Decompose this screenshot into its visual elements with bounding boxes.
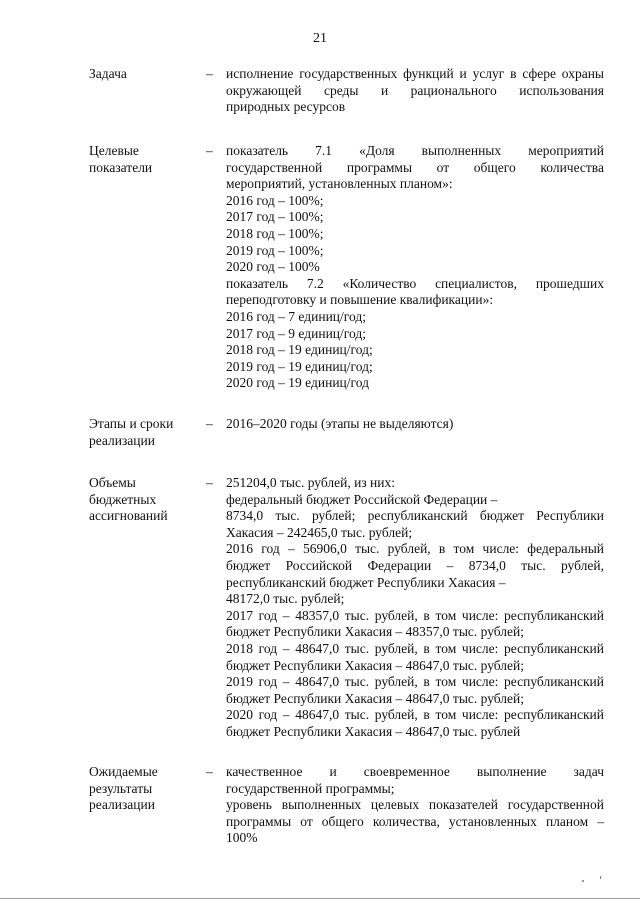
text-line: 100% <box>226 830 258 846</box>
text-line: показатель 7.2 «Количество специалистов, прошедших <box>226 275 604 291</box>
text-line: бюджет Республики Хакасия – 48647,0 тыс. рублей; <box>226 690 525 706</box>
section-targets-label <box>89 143 204 176</box>
text-line: Хакасия – 242465,0 тыс. рублей; <box>226 524 413 540</box>
section-stages-content <box>226 416 604 433</box>
text-line: бюджет Российской Федерации – 8734,0 тыс. рублей, <box>226 557 604 573</box>
label-line: бюджетных <box>89 491 157 507</box>
section-stages-label <box>89 416 204 449</box>
text-line: бюджет Республики Хакасия – 48647,0 тыс. рублей <box>226 723 521 739</box>
section-results-content <box>226 764 604 847</box>
label-line: Целевые <box>89 143 139 158</box>
label-line: Этапы и сроки <box>89 416 174 431</box>
text-line: 2019 год – 100%; <box>226 242 324 258</box>
text-line: 48172,0 тыс. рублей; <box>226 591 345 607</box>
text-line: уровень выполненных целевых показателей государственной <box>226 797 604 813</box>
section-budget-label <box>89 475 204 525</box>
text-line: 2018 год – 100%; <box>226 225 324 241</box>
label-line: реализации <box>89 797 155 813</box>
dash-marker: – <box>206 475 213 490</box>
text-line: бюджет Республики Хакасия – 48357,0 тыс. рублей; <box>226 624 525 640</box>
dash-marker: – <box>206 143 213 158</box>
label-line: показатели <box>89 159 153 175</box>
text-line: 2016 год – 100%; <box>226 192 324 208</box>
text-line: 2020 год – 100% <box>226 259 320 275</box>
section-budget-content <box>226 475 604 741</box>
section-task-label <box>89 66 204 83</box>
label-line: Задача <box>89 66 127 81</box>
text-line: 2016 год – 7 единиц/год; <box>226 308 366 324</box>
text-line: 2016–2020 годы (этапы не выделяются) <box>226 416 454 431</box>
text-line: переподготовку и повышение квалификации»: <box>226 292 494 308</box>
section-results-label <box>89 764 204 814</box>
text-line: 2018 год – 19 единиц/год; <box>226 342 373 358</box>
text-line: 251204,0 тыс. рублей, из них: <box>226 475 395 490</box>
page-bottom-edge <box>0 898 640 899</box>
text-line: 2017 год – 100%; <box>226 209 324 225</box>
text-line: 2017 год – 48357,0 тыс. рублей, в том числе: республиканский <box>226 607 604 623</box>
section-targets-content <box>226 143 604 392</box>
text-line: 2020 год – 48647,0 тыс. рублей, в том числе: республиканский <box>226 707 604 723</box>
text-line: бюджет Республики Хакасия – 48647,0 тыс. рублей; <box>226 657 525 673</box>
dash-marker: – <box>206 764 213 779</box>
text-line: окружающей среды и рационального использования <box>226 82 604 98</box>
label-line: реализации <box>89 432 155 448</box>
label-line: Объемы <box>89 475 136 490</box>
text-line: государственной программы; <box>226 780 395 796</box>
label-line: результаты <box>89 780 153 796</box>
text-line: исполнение государственных функций и услуг в сфере охраны <box>226 66 604 81</box>
label-line: Ожидаемые <box>89 764 158 779</box>
page-number: 21 <box>313 31 327 46</box>
text-line: 2020 год – 19 единиц/год <box>226 375 369 391</box>
text-line: 8734,0 тыс. рублей; республиканский бюджет Республики <box>226 508 604 524</box>
text-line: программы от общего количества, установленных планом – <box>226 813 604 829</box>
text-line: 2017 год – 9 единиц/год; <box>226 325 366 341</box>
text-line: 2018 год – 48647,0 тыс. рублей, в том числе: республиканский <box>226 640 604 656</box>
text-line: федеральный бюджет Российской Федерации – <box>226 491 498 507</box>
text-line: показатель 7.1 «Доля выполненных мероприятий <box>226 143 604 158</box>
text-line: мероприятий, установленных планом»: <box>226 176 453 192</box>
text-line: 2016 год – 56906,0 тыс. рублей, в том числе: федеральный <box>226 541 604 557</box>
text-line: республиканский бюджет Республики Хакасия – <box>226 574 506 590</box>
text-line: природных ресурсов <box>226 99 346 115</box>
scan-speck <box>600 876 601 879</box>
text-line: 2019 год – 48647,0 тыс. рублей, в том числе: республиканский <box>226 674 604 690</box>
text-line: качественное и своевременное выполнение задач <box>226 764 604 779</box>
text-line: 2019 год – 19 единиц/год; <box>226 358 373 374</box>
label-line: ассигнований <box>89 508 168 524</box>
dash-marker: – <box>206 66 213 81</box>
section-task-content <box>226 66 604 116</box>
scan-speck <box>582 880 584 882</box>
dash-marker: – <box>206 416 213 431</box>
text-line: государственной программы от общего количества <box>226 159 604 175</box>
